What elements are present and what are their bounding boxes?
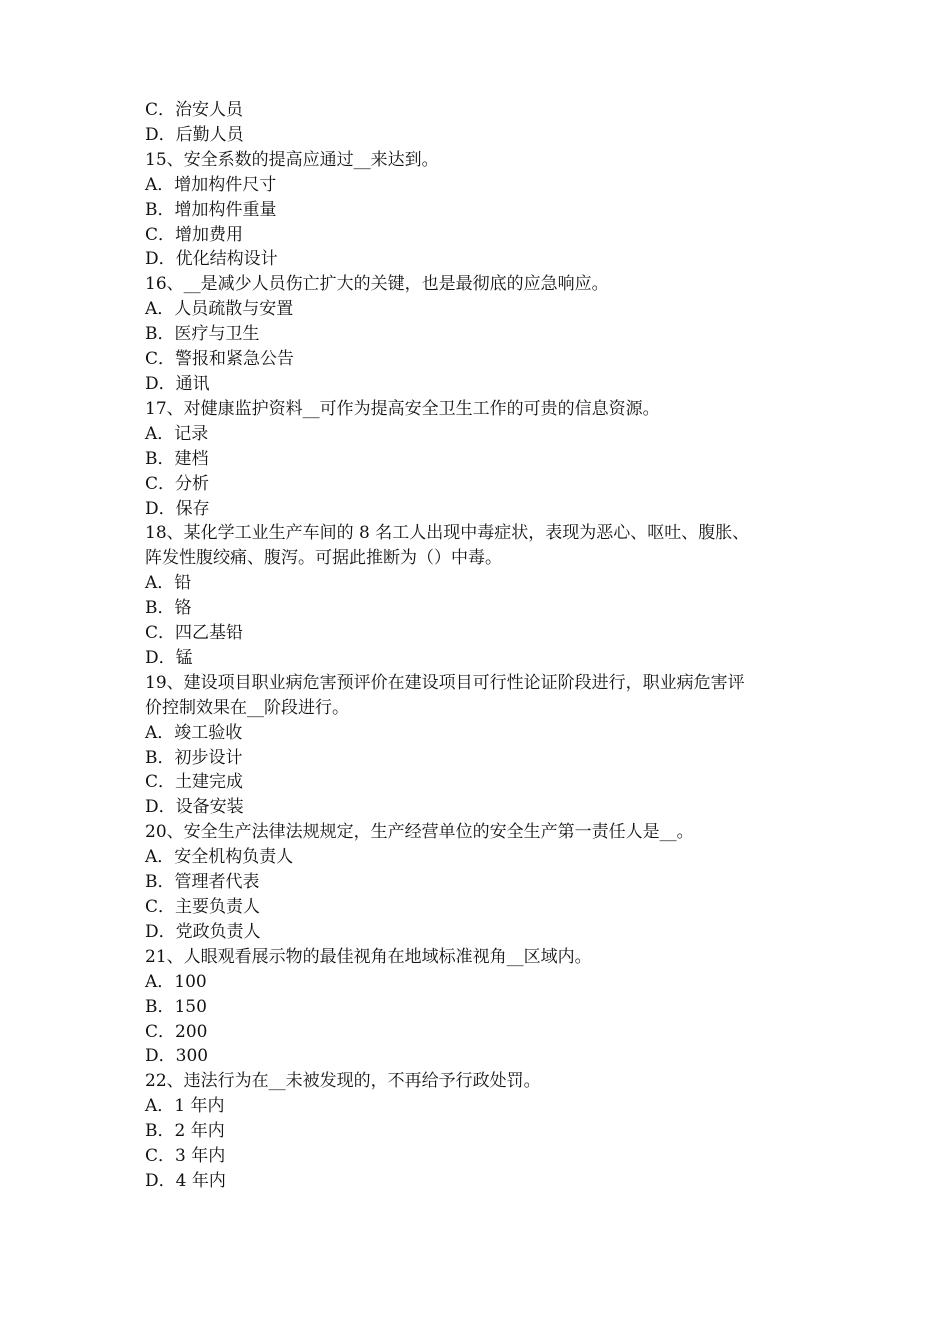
answer-option: D．党政负责人	[145, 921, 261, 942]
answer-option: C．分析	[145, 473, 210, 494]
answer-option: B．150	[145, 996, 207, 1017]
answer-option: D．保存	[145, 498, 210, 519]
answer-option: A．增加构件尺寸	[145, 174, 277, 195]
answer-option: A．1 年内	[145, 1096, 225, 1117]
answer-option: C．警报和紧急公告	[145, 349, 295, 370]
question-text-line: 22、违法行为在__未被发现的，不再给予行政处罚。	[145, 1071, 541, 1092]
answer-option: A．记录	[145, 423, 209, 444]
answer-option: B．建档	[145, 448, 209, 469]
answer-option: C．主要负责人	[145, 897, 261, 917]
answer-option: A．安全机构负责人	[145, 847, 294, 868]
answer-option: B．初步设计	[145, 747, 243, 768]
answer-option: D．4 年内	[145, 1170, 226, 1191]
answer-option: D．设备安装	[145, 797, 244, 818]
answer-option: D．优化结构设计	[145, 249, 278, 270]
document-body	[145, 98, 825, 1194]
question-text-line: 19、建设项目职业病危害预评价在建设项目可行性论证阶段进行，职业病危害评	[145, 672, 745, 693]
answer-option: D．锰	[145, 647, 193, 668]
answer-option: B．铬	[145, 598, 192, 619]
answer-option: C．3 年内	[145, 1146, 226, 1167]
answer-option: A．人员疏散与安置	[145, 299, 294, 320]
answer-option: D．通讯	[145, 373, 210, 394]
answer-option: C．增加费用	[145, 224, 244, 245]
answer-option: A．竣工验收	[145, 722, 243, 743]
answer-option: B．2 年内	[145, 1121, 225, 1142]
answer-option: D．后勤人员	[145, 124, 244, 145]
answer-option: D．300	[145, 1046, 209, 1067]
answer-option: C．土建完成	[145, 772, 244, 793]
answer-option: C．200	[145, 1021, 208, 1042]
question-text-line: 20、安全生产法律法规规定，生产经营单位的安全生产第一责任人是__。	[145, 822, 694, 843]
answer-option: B．增加构件重量	[145, 199, 277, 220]
question-text-line: 18、某化学工业生产车间的 8 名工人出现中毒症状，表现为恶心、呕吐、腹胀、	[145, 523, 750, 544]
question-text-line: 阵发性腹绞痛、腹泻。可据此推断为（）中毒。	[145, 548, 502, 569]
question-text-line: 15、安全系数的提高应通过__来达到。	[145, 149, 439, 170]
answer-option: A．100	[145, 971, 207, 992]
question-text-line: 21、人眼观看展示物的最佳视角在地域标准视角__区域内。	[145, 946, 592, 967]
question-text-line: 16、__是减少人员伤亡扩大的关键，也是最彻底的应急响应。	[145, 274, 609, 295]
answer-option: C．治安人员	[145, 100, 244, 120]
question-text-line: 17、对健康监护资料__可作为提高安全卫生工作的可贵的信息资源。	[145, 398, 660, 419]
answer-option: C．四乙基铅	[145, 623, 244, 644]
answer-option: A．铅	[145, 573, 192, 594]
answer-option: B．医疗与卫生	[145, 324, 260, 345]
question-text-line: 价控制效果在__阶段进行。	[145, 697, 349, 718]
answer-option: B．管理者代表	[145, 872, 260, 893]
